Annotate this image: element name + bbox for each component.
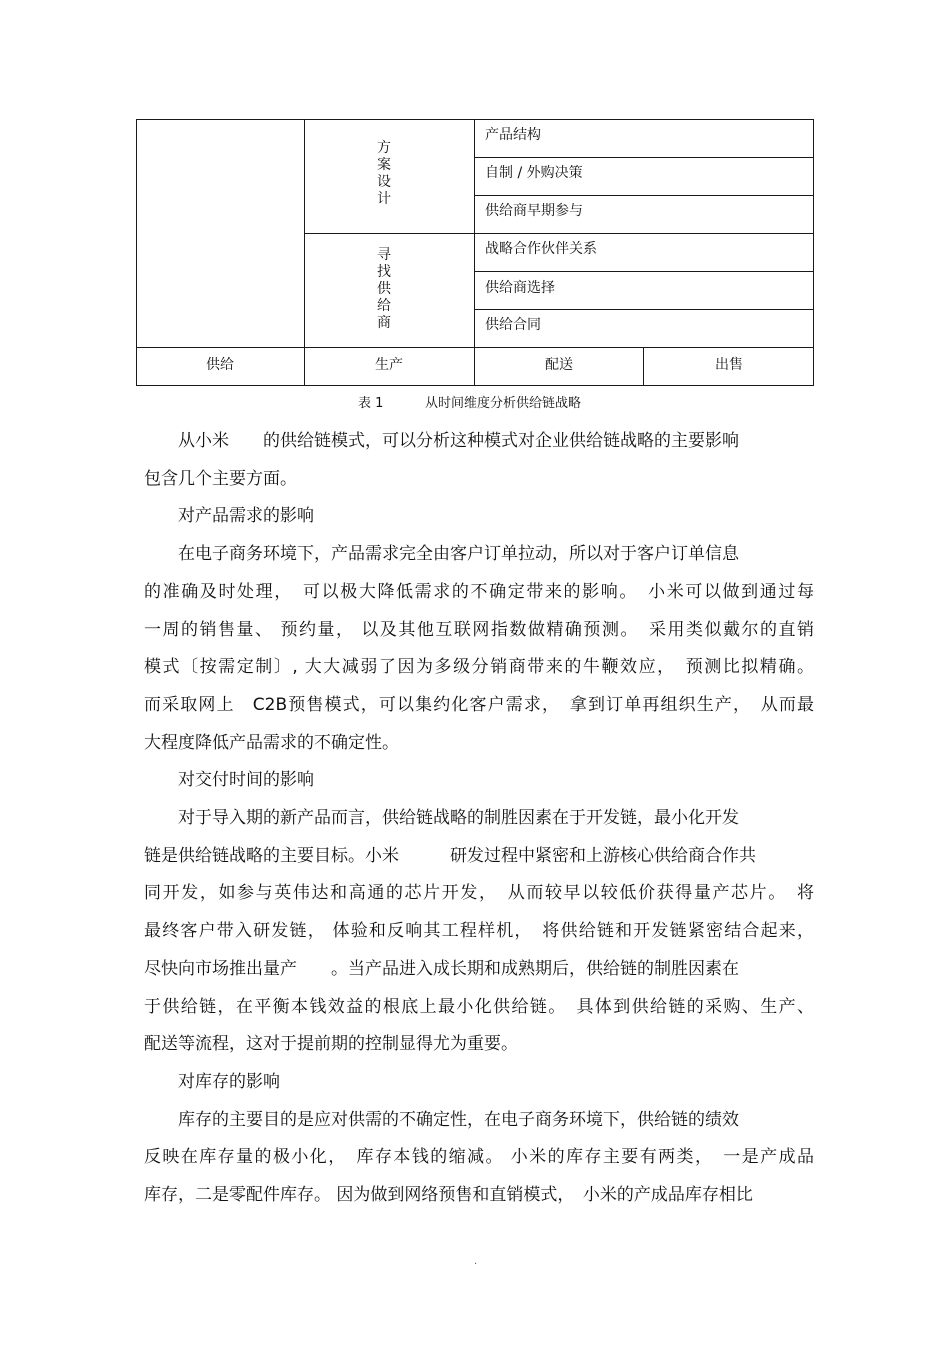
- section-heading: 对交付时间的影响: [178, 770, 314, 791]
- paragraph-line: 模式〔按需定制〕, 大大减弱了因为多级分销商带来的牛鞭效应， 预测比拟精确。: [144, 657, 814, 678]
- paragraph-line: 反映在库存量的极小化， 库存本钱的缩减。 小米的库存主要有两类， 一是产成品: [144, 1147, 814, 1168]
- caption-text: 从时间维度分析供给链战略: [425, 396, 582, 411]
- paragraph-line: 的准确及时处理， 可以极大降低需求的不确定带来的影响。 小米可以做到通过每: [144, 581, 814, 602]
- body-text: [144, 423, 814, 1215]
- paragraph-line: 库存的主要目的是应对供需的不确定性，在电子商务环境下，供给链的绩效: [178, 1109, 739, 1130]
- paragraph-line: 最终客户带入研发链， 体验和反响其工程样机， 将供给链和开发链紧密结合起来，: [144, 921, 814, 942]
- table-footer-cell: 出售: [715, 357, 743, 373]
- paragraph-line: 尽快向市场推出量产 。当产品进入成长期和成熟期后，供给链的制胜因素在: [144, 958, 739, 979]
- paragraph-line: 包含几个主要方面。: [144, 468, 297, 489]
- table-footer-cell: 配送: [545, 357, 573, 373]
- table-footer-cell: 供给: [206, 357, 234, 373]
- paragraph-line: 配送等流程，这对于提前期的控制显得尤为重要。: [144, 1034, 518, 1055]
- table-cell: 供给合同: [485, 317, 541, 333]
- paragraph-line: 链是供给链战略的主要目标。小米 研发过程中紧密和上游核心供给商合作共: [144, 845, 756, 866]
- paragraph-line: 对于导入期的新产品而言，供给链战略的制胜因素在于开发链，最小化开发: [178, 808, 739, 829]
- footer-mark: .: [474, 1256, 478, 1267]
- table-cell: 供给商选择: [485, 280, 555, 296]
- section-heading: 对产品需求的影响: [178, 506, 314, 527]
- table-cell: 产品结构: [485, 127, 541, 143]
- caption-number: 表 1: [358, 396, 384, 411]
- group-label-design: 方 案 设 计: [377, 140, 391, 207]
- paragraph-line: 大程度降低产品需求的不确定性。: [144, 732, 399, 753]
- table-cell: 战略合作伙伴关系: [485, 241, 597, 257]
- section-heading: 对库存的影响: [178, 1071, 280, 1092]
- table-cell: 供给商早期参与: [485, 203, 583, 219]
- supply-chain-table: [136, 119, 814, 386]
- table-footer-cell: 生产: [375, 357, 403, 373]
- paragraph-line: 同开发，如参与英伟达和高通的芯片开发， 从而较早以较低价获得量产芯片。 将: [144, 883, 814, 904]
- paragraph-line: 库存，二是零配件库存。 因为做到网络预售和直销模式， 小米的产成品库存相比: [144, 1185, 753, 1206]
- group-label-find-supplier: 寻 找 供 给 商: [377, 247, 391, 331]
- paragraph-line: 一周的销售量、 预约量， 以及其他互联网指数做精确预测。 采用类似戴尔的直销: [144, 619, 814, 640]
- paragraph-line: 在电子商务环境下，产品需求完全由客户订单拉动，所以对于客户订单信息: [178, 544, 739, 565]
- paragraph-line: 从小米 的供给链模式，可以分析这种模式对企业供给链战略的主要影响: [178, 431, 739, 451]
- table-cell: 自制 / 外购决策: [485, 165, 583, 181]
- paragraph-line: 于供给链，在平衡本钱效益的根底上最小化供给链。 具体到供给链的采购、生产、: [144, 996, 814, 1017]
- paragraph-line: 而采取网上 C2B预售模式，可以集约化客户需求， 拿到订单再组织生产， 从而最: [144, 694, 814, 715]
